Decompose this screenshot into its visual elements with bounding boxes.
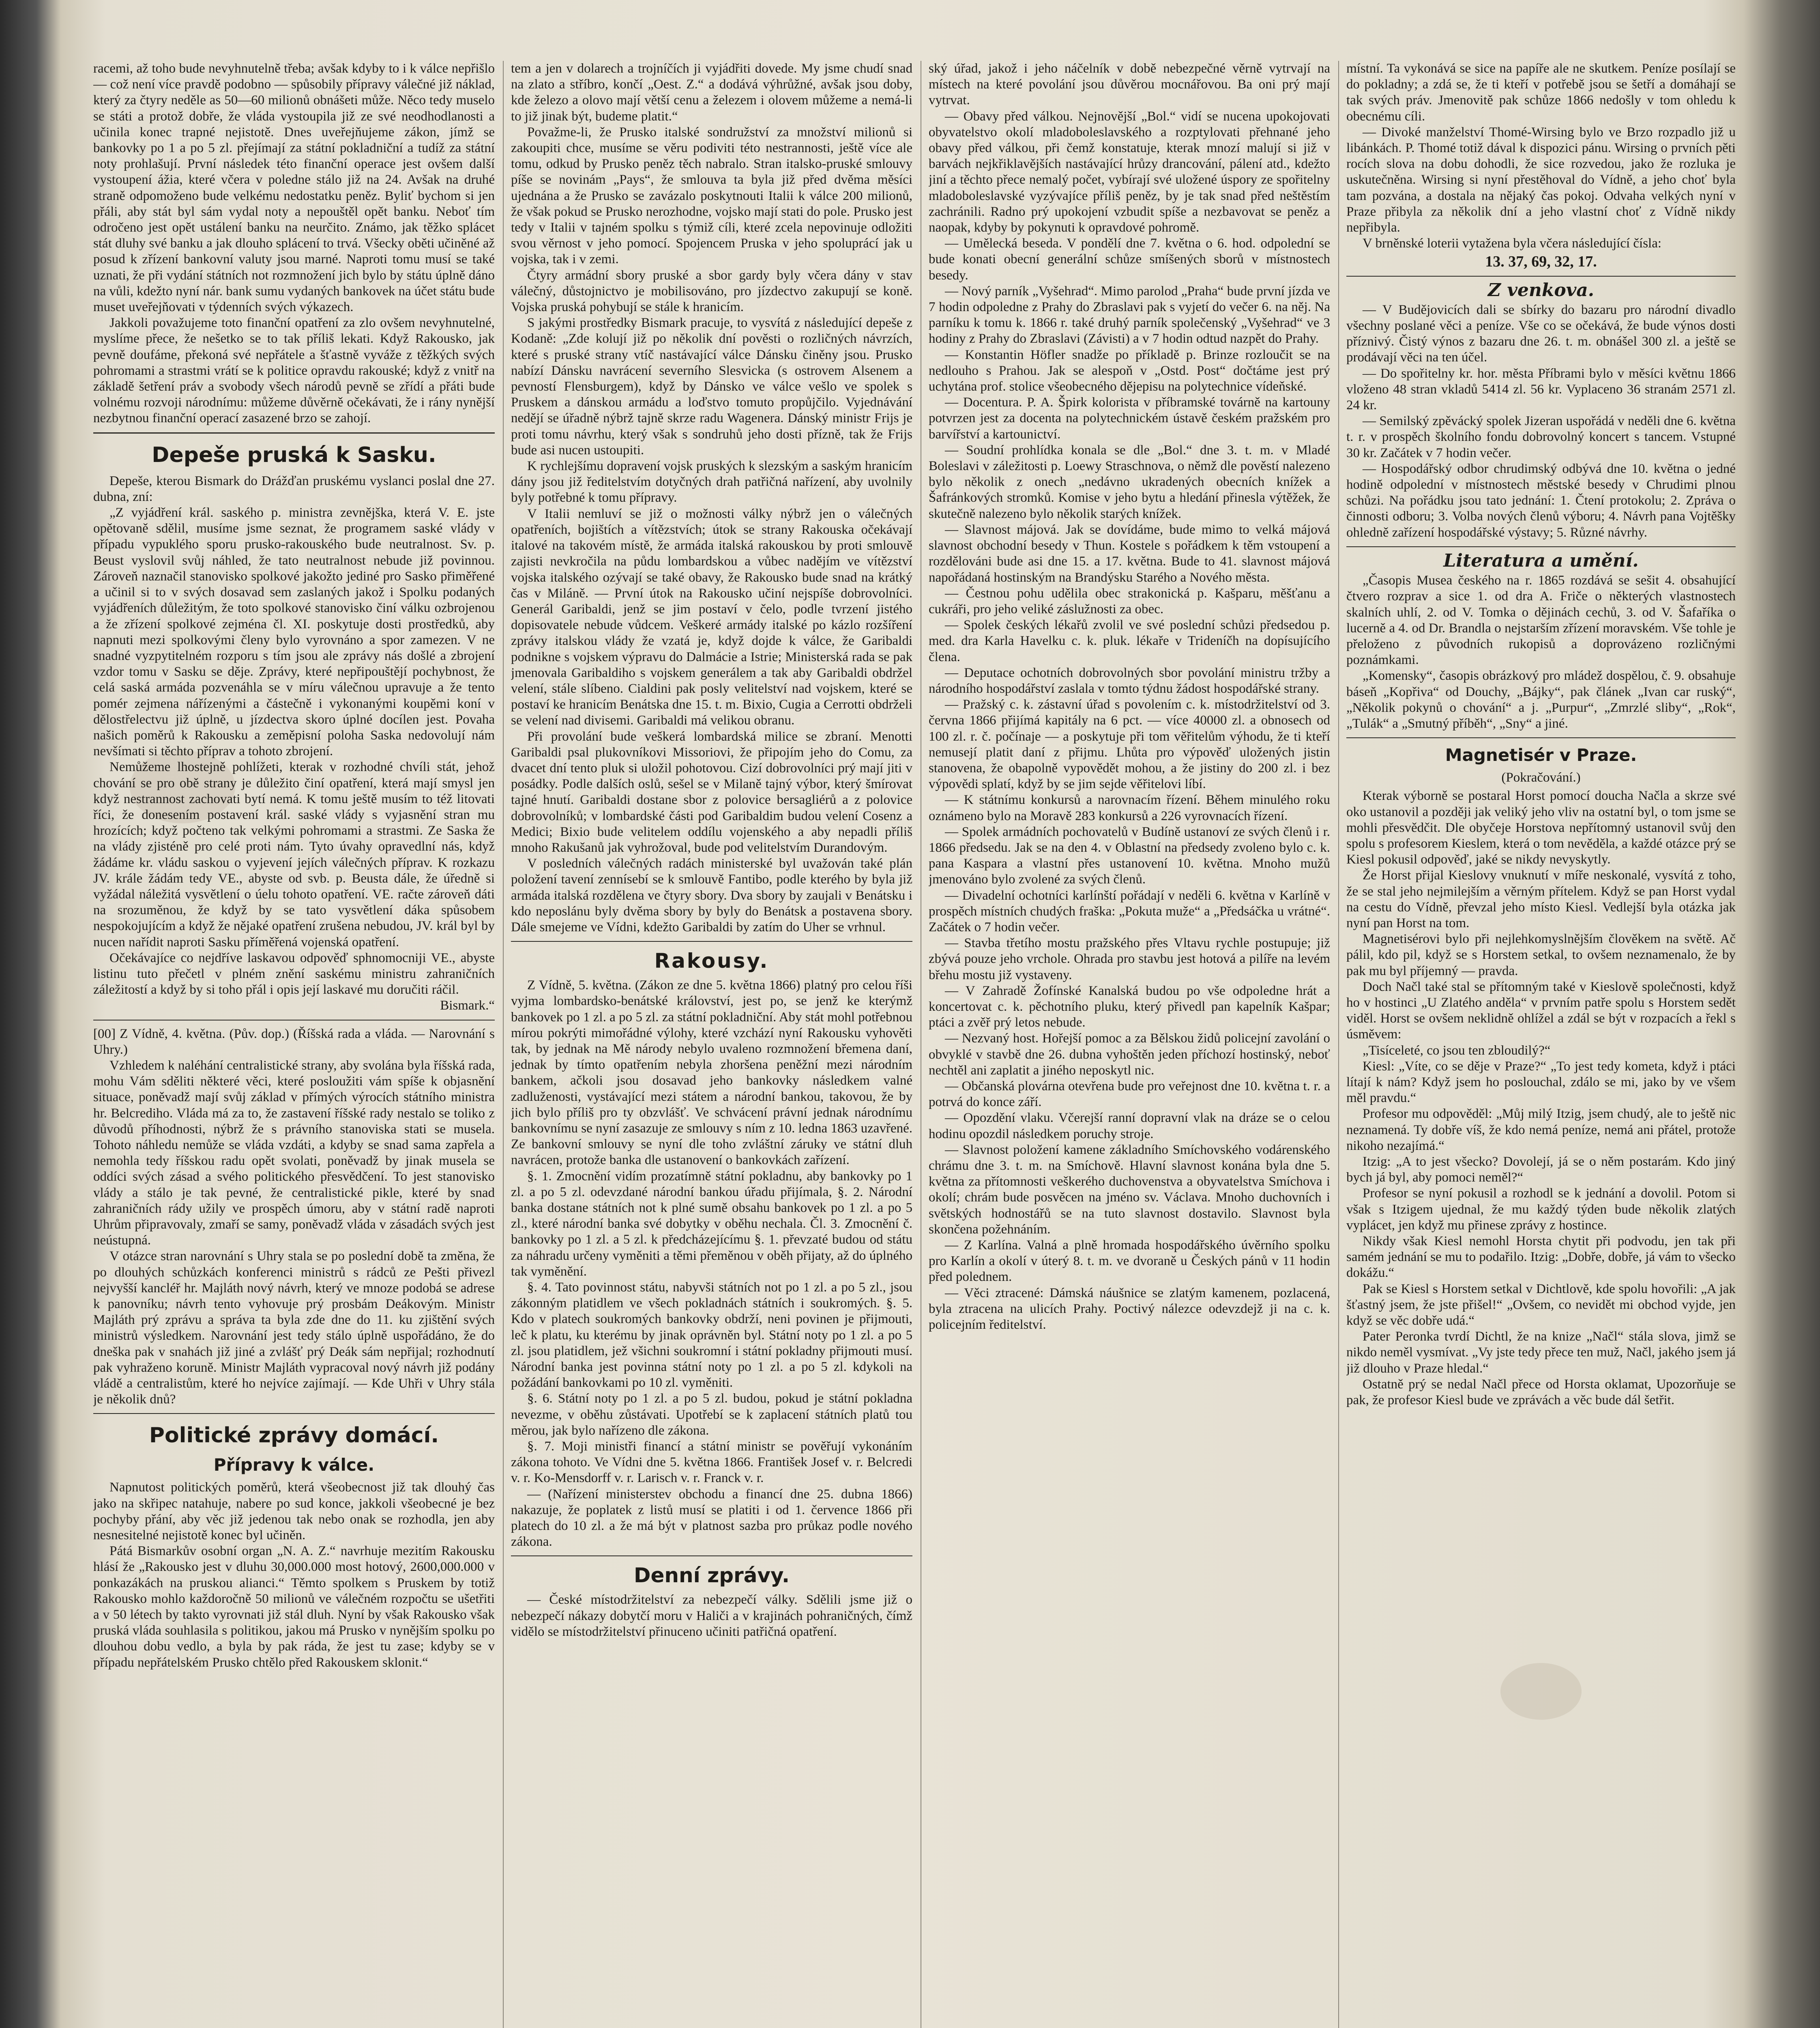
dateline-z-vidne: [00] Z Vídně, 4. května. (Pův. dop.) (Říšská rada a vláda. — Narovnání s Uhry.)	[93, 1026, 495, 1057]
column-1	[93, 61, 495, 2028]
headline-politicke-zpravy: Politické zprávy domácí.	[149, 1423, 439, 1448]
article-paragraph: Jakkoli považujeme toto finanční opatření za zlo ovšem nevyhnutelné, myslíme přece, že nešetko se to tak příliš lekati. Když Rakousko, jak pevně doufáme, překoná své nepřátele a šťastně vyváže z těžkých svých pohromami a strastmi vrátí se k politice opravdu rakouské; když z vnitř na základě šetření práv a svobody všech národů pevně se zřídí a přáti bude volnému rozvoji národnímu: můžeme důvěrně očekávati, že i rány nynější nezbytnou finanční operací zasazené brzo se zahojí.	[93, 316, 495, 426]
news-item: — Spolek armádních pochovatelů v Budíně ustanoví ze svých členů i r. 1866 předsedu. Jak se na den 4. v Oblastní na předsedy zvoleno bylo c. k. pana Kaspara a vlastní přes ustanovení 10. května. Mnoho mužů jmenováno bylo zvolené za svých členů.	[929, 824, 1330, 887]
news-item: — Soudní prohlídka konala se dle „Bol.“ dne 3. t. m. v Mladé Boleslavi v záležitosti p. Loewy Straschnova, o němž dle pověstí nalezeno bylo několik z onech „nedávno ukradených obecních knížek a Šafránkových stromků. Komise v jeho bytu a hledání přinesla výtěžek, že skutečně nalezeno bylo několik starých knížek.	[929, 443, 1330, 521]
feuilleton-paragraph: Magnetisérovi bylo při nejlehkomyslnějším člověkem na světě. Ač pálil, kdo pil, když se s Horstem setkal, to ovšem neznamenalo, že by pak mu byl příjemný — pravda.	[1346, 932, 1736, 978]
headline-magnetiser-v-praze: Magnetisér v Praze.	[1445, 745, 1637, 765]
news-item: — Stavba třetího mostu pražského přes Vltavu rychle postupuje; již zbývá pouze jeho vrchole. Ohrada pro stavbu jest hotová a pilíře na levém břehu mostu již vystaveny.	[929, 936, 1330, 982]
news-item: — Spolek českých lékařů zvolil ve své poslední schůzi předsedou p. med. dra Karla Havelku c. k. pluk. lékaře v Trideníčh na dopísujícího člena.	[929, 618, 1330, 664]
section-divider	[93, 432, 495, 434]
news-item: — Divoké manželství Thomé-Wirsing bylo ve Brzo rozpadlo již u libánkách. P. Thomé totiž dával k dispozici pánu. Wirsing o prvních pěti rocích slova na dobu dohodli, že sice rozvedou, jako že rozluka je uskutečněna. Wirsing si nyní přestěhoval do Vídně, a jeho choť byla tam pozvána, a dostala na nějaký čas pokoj. Odvaha velkých nyní v Praze přibyla za několik dní a jeho vlastní choť z Vídně nikdy nepřibyla.	[1346, 125, 1736, 235]
column-2	[511, 61, 912, 2028]
news-item: — Docentura. P. A. Špirk kolorista v příbramské továrně na kartouny potvrzen jest za docenta na polytechnickém ústavě českém pražském pro barvířství a kartounictví.	[929, 395, 1330, 442]
news-item: — Semilský zpěvácký spolek Jizeran uspořádá v neděli dne 6. května t. r. v prospěch školního fondu dobrovolný koncert s tancem. Vstupné 30 kr. Začátek v 7 hodin večer.	[1346, 414, 1736, 460]
section-divider	[1346, 276, 1736, 277]
section-divider	[1346, 546, 1736, 547]
news-item: — Do spořitelny kr. hor. města Příbrami bylo v měsíci květnu 1866 vloženo 48 stran vkladů 5414 zl. 56 kr. Vyplaceno 36 stranám 2571 zl. 24 kr.	[1346, 366, 1736, 413]
feuilleton-paragraph: Že Horst přijal Kieslovy vnuknutí v míře neskonalé, vysvítá z toho, že se stal jeho nejmilejším a věrným přítelem. Když se pan Horst vydal na cestu do Vídně, převzal jeho místo Kiesl. Vedlejší byla otázka jak nyní pan Horst na tom.	[1346, 868, 1736, 930]
news-item: — Umělecká beseda. V pondělí dne 7. května o 6. hod. odpolední se bude konati obecní generální schůze smíšených sborů v místnostech besedy.	[929, 236, 1330, 283]
feuilleton-paragraph: Profesor mu odpověděl: „Můj milý Itzig, jsem chudý, ale to ještě nic neznamená. Ty dobře víš, že kdo nemá peníze, nemá ani přátel, protože nikoho nezajímá.“	[1346, 1106, 1736, 1153]
article-paragraph: Očekávajíce co nejdříve laskavou odpověď sphnomocniji VE., abyste listinu tuto přečetl v plném znění saskému ministru zahraničních záležitostí a když by si toho přál i opis její laskavé mu doručiti ráčil.	[93, 950, 495, 997]
feuilleton-paragraph: Doch Načl také stal se přítomným také v Kieslově společnosti, když ho v hostinci „U Zlatého anděla“ v prvním patře spolu s Horstem sedět viděl. Horst se ovšem neklidně ohlížel a zdál se být v rozpacích a řekl s úsměvem:	[1346, 979, 1736, 1042]
article-paragraph: — (Nařízení ministerstev obchodu a financí dne 25. dubna 1866) nakazuje, že poplatek z listů musí se platiti i od 1. července 1866 při platech do 10 zl. a že má být v platnost sazba pro průkaz podle nového zákona.	[511, 1487, 912, 1549]
news-item: — Konstantin Höfler snadže po příkladě p. Brinze rozloučit se na nedlouho s Prahou. Jak se alespoň v „Ostd. Post“ dočtáme jest prý uchytána prof. stolice všeobecného dějepisu na polytechnice vídeňské.	[929, 347, 1330, 394]
column-divider	[1338, 61, 1339, 2028]
news-item: „Časopis Musea českého na r. 1865 rozdává se sešit 4. obsahující čtvero rozprav a sice 1. od dra A. Friče o některých vlastnostech skalních uhlí, 2. od V. Tomka o dějinách cechů, 3. od V. Šafaříka o lucerně a 4. od Dr. Brandla o nejstarším zřízení moravském. Vše tohle je přeloženo z původních rukopisů a doprovázeno rozličnými poznámkami.	[1346, 573, 1736, 668]
article-paragraph: V posledních válečných radách ministerské byl uvažován také plán položení tavení zennísebí se k smlouvě Fantibo, podle kterého by byla již armáda italská rozdělena ve čtyry sbory. Dva sbory by zaujali v Benátsku i kdo neposlánu byly dvěma sbory by byly do Benátsk a postavena sbory. Dále smejeme ve Vídni, kdežto Garibaldi by zatím do Uher se vrhnul.	[511, 856, 912, 935]
news-item: — Opozdění vlaku. Včerejší ranní dopravní vlak na dráze se o celou hodinu opozdil následkem poruchy stroje.	[929, 1111, 1330, 1141]
section-divider	[511, 1555, 912, 1556]
article-paragraph: Čtyry armádní sbory pruské a sbor gardy byly včera dány v stav válečný, důstojnictvo je mobilisováno, pro jízdectvo zakupují se koně. Vojska pruská pohybují se stále k hranicím.	[511, 268, 912, 315]
article-paragraph: Depeše, kterou Bismark do Drážďan pruskému vyslanci poslal dne 27. dubna, zní:	[93, 473, 495, 504]
news-item: — Slavnost májová. Jak se dovídáme, bude mimo to velká májová slavnost obchodní besedy v Thun. Kostele s pořádkem k těm vstoupení a rozdělováni bude asi dne 15. a 17. května. Bude to 41. slavnost májová napořádaná hostinským na Brandýsku Starého a Nového města.	[929, 522, 1330, 585]
news-item: — Slavnost položení kamene základního Smíchovského vodárenského chrámu dne 3. t. m. na Smíchově. Hlavní slavnost konána byla dne 5. května za přítomnosti veškerého duchovenstva a obyvatelstva Smíchova i okolí; chrám bude posvěcen na jméno sv. Václava. Mnoho duchovních i světských hodnostářů se na tuto slavnost dostavilo. Slavnost byla skončena požehnáním.	[929, 1142, 1330, 1237]
article-paragraph: S jakými prostředky Bismark pracuje, to vysvítá z následující depeše z Kodaně: „Zde kolují již po několik dní pověsti o rozličných návrzích, které s pruské strany vtíč nastávající válce Dánsku činěny jsou. Prusko nabízí Dánsku navrácení severního Slesvicka (s ostrovem Alsenem a pevností Flensburgem), když by Dánsko ve válce vešlo ve spolek s Pruskem a dánskou armádu a loďstvo tomuto propůjčilo. Vyjednávání nedějí se úřadně nýbrž tajně skrze radu Wagenera. Dánský ministr Frijs je proti tomu návrhu, který však s sondruhů jeho dosti přízně, tak že Frijs bude asi nucen ustoupiti.	[511, 316, 912, 458]
news-item: V brněnské loterii vytažena byla včera následující čísla:	[1363, 236, 1662, 251]
lottery-numbers: 13. 37, 69, 32, 17.	[1485, 253, 1597, 271]
feuilleton-paragraph: „Tisíceleté, co jsou ten zbloudilý?“	[1363, 1043, 1551, 1058]
article-paragraph: — České místodržitelství za nebezpečí války. Sdělili jsme již o nebezpečí nákazy dobytčí moru v Haliči a v krajinách pohraničných, čímž vidělo se místodržitelství přinuceno učiniti patřičná opatření.	[511, 1592, 912, 1639]
article-paragraph: Považme-li, že Prusko italské sondružství za množství milionů si zakoupiti chce, musíme se věru podiviti této nestrannosti, ještě více ale tomu, odkud by Prusko peněz těch nabralo. Stran italsko-pruské smlouvy píše se novinám „Pays“, že smlouva ta byla již před dvěma měsíci ujednána a že Prusko se zavázalo poskytnouti Italii k válce 200 milionů, že však pokud se Prusko nerozhodne, vojsko mají stati do pole. Prusko jest tedy v Italii v tajném spolku s týmiž cíli, které zcela nepovinuje odložiti svou věrnost v jeho pomocí. Spojencem Pruska v jeho spoluprácí jak u vojska, tak i v zemi.	[511, 125, 912, 267]
article-paragraph: racemi, až toho bude nevyhnutelně třeba; avšak kdyby to i k válce nepřišlo — což není více pravdě podobno — spůsobily přípravy válečné již náklad, který za čtyry neděle as 50—60 milionů obnášeti může. Něco tedy muselo se státi a protož dobře, že vláda vystoupila již ze své neodhodlanosti a učinila konec trapné nejistotě. Dnes uveřejňujeme zákon, jímž se bankovky po 1 a po 5 zl. přejímají za státní pokladniční a tudíž za státní noty prohlašují. První následek této finanční operace jest ovšem další vystoupení ážia, které včera v poledne stálo již na 24. Avšak na druhé straně odpomoženo bude velkému nedostatku peněz. Byliť bychom si jen přáli, aby stát byl sám vydal noty a nepouštěl opět banku. Neboť tím odročeno jest opět ustálení banku na neurčito. Známo, jak těžko splácet stát dluhy své banku a jak dlouho splácení to trvá. Všecky oběti učiněné až posud k zřízení bankovní valuty jsou marné. Naproti tomu musí se také uznati, že při vydání státních not rozmnožení jich bylo by státu úplně dáno na vůli, kdežto nyní nár. bank sumu vydaných bankovek na účet státu bude muset uveřejňovati v týdenních svých výkazech.	[93, 61, 495, 315]
news-item: — Z Karlína. Valná a plně hromada hospodářského úvěrního spolku pro Karlín a okolí v úterý 8. t. m. ve dvoraně u Českých pánů v 11 hodin před polednem.	[929, 1238, 1330, 1285]
article-paragraph: V otázce stran narovnání s Uhry stala se po poslední době ta změna, že po dlouhých schůzkách konferenci ministrů s rádců ze Pešti přivezl nejvyšší kancléř hr. Majláth nový návrh, který ve mnoze podobá se adrese k panovníku; návrh tento vyhovuje prý prosbám Deákovým. Ministr Majláth prý zprávu a správa ta byla zde dne do 11. ku zjištění svých ministrů výsledkem. Narovnání jest tedy stálo úplně uspořádáno, že do dneška pak v snahách již jiné a zvlášť prý Deák sám nepřijal; rozhodnutí pak vyhraženo koruně. Ministr Majláth vypracoval nový návrh již podány vládě a centralistům, které ho nejvíce zajímají. — Kde Uhři v Uhry stála je několik dnů?	[93, 1249, 495, 1407]
article-paragraph: §. 4. Tato povinnost státu, nabyvši státních not po 1 zl. a po 5 zl., jsou zákonným platidlem ve všech pokladnách státních i soukromých. §. 5. Kdo v platech soukromých bankovky obdrží, neni povinen je přijmouti, leč k platu, ku kterému by jinak oprávněn byl. Státní noty po 1 zl. a po 5 zl. jsou platidlem, jež všichni soukromní i státní pokladny přijmouti musí. Národní banka jest povinna státní noty po 1 zl. a po 5 zl. kdykoli na požádání bankovkami po 10 zl. vyměniti.	[511, 1280, 912, 1390]
section-divider	[93, 1413, 495, 1414]
article-paragraph: K rychlejšímu dopravení vojsk pruských k slezským a saským hranicím dány jsou již ředitelstvím dotyčných drah patřičná nařízení, aby uvolnily byly potřebné k tomu přípravy.	[511, 459, 912, 505]
column-divider	[503, 61, 504, 2028]
section-divider	[1346, 737, 1736, 738]
news-item: — Deputace ochotních dobrovolných sbor povolání ministru tržby a národního hospodářství zaslala v tomto týdnu žádost hospodářské strany.	[929, 665, 1330, 696]
continuation-note: (Pokračování.)	[1501, 770, 1581, 785]
feuilleton-paragraph: Profesor se nyní pokusil a rozhodl se k jednání a dovolil. Potom si však s Itzigem ujednal, že mu každý týden bude několik zlatých vyplácet, jen když mu přinese zprávy z hostince.	[1346, 1186, 1736, 1233]
news-item: — Čestnou pohu udělila obec strakonická p. Kašparu, měšťanu a cukráři, pro jeho veliké záslužnosti za obec.	[929, 586, 1330, 617]
headline-z-venkova: Z venkova.	[1487, 279, 1595, 301]
headline-rakousy: Rakousy.	[654, 949, 769, 973]
subheadline-pripravy-k-valce: Přípravy k válce.	[213, 1455, 375, 1475]
feuilleton-paragraph: Kiesl: „Víte, co se děje v Praze?“ „To jest tedy kometa, když i ptáci lítají k nám? Když jsem ho poslouchal, zdálo se mi, jako by ve všem měl pravdu.“	[1346, 1059, 1736, 1106]
news-item: — Pražský c. k. zástavní úřad s povolením c. k. místodržitelství od 3. června 1866 přijímá kapitály na 6 pct. — více 40000 zl. a obnosech od 100 zl. r. č. počínaje — a poskytuje při tom věřitelům výhodu, že ti kteří nemusejí platit daní z přijmu. Lhůta pro výpověď uložených jistin stanovena, že obapolně vypovědět mohou, a že jistiny do 200 zl. i bez výpovědi splatí, když by se jim sejde věřitelovi líbí.	[929, 697, 1330, 792]
news-item: — V Zahradě Žofínské Kanalská budou po vše odpoledne hrát a koncertovat c. k. pěchotního pluku, který přivedl pan kapelník Kašpar; ptáci a zvěř prý letos nebude.	[929, 983, 1330, 1030]
article-paragraph: Z Vídně, 5. května. (Zákon ze dne 5. května 1866) platný pro celou říši vyjma lombardsko-benátské království, jest po, se jenž ke kterýmž bankovek po 1 zl. a po 5 zl. za státní pokladniční. Aby stát mohl potřebnou mírou pokrýti mimořádné výlohy, které vzchází nyní Rakousku vyhověti tak, by jednak na Mě národy nebylo uvaleno rozmnožení břemena daní, jednak by tímto opatřením nebyla zhoršena peněžní mezi národním bankem, ačkoli jsou dosavad jeho bankovky následkem valné zadluženosti, vystávající mezi státem a národní bankou, takovou, že by jich bylo příliš pro ty obzvlášť. Ve schvácení právní jednak národnímu bankovnímu se nyní zasazuje ze smlouvy s ním z 10. ledna 1863 uzavřené. Ze bankovní smlouvy se nyní dle toho zvláštní záruky ve státní dluh navrácen, protože banka dle ustanovení o bankovkách zařízení.	[511, 978, 912, 1168]
news-item: — Věci ztracené: Dámská náušnice se zlatým kamenem, pozlacená, byla ztracena na ulicích Prahy. Poctivý nálezce odevzdejž ji na c. k. policejním ředitelství.	[929, 1285, 1330, 1332]
article-paragraph: ský úřad, jakož i jeho náčelník v době nebezpečné věrně vytrvají na místech na které povolání jsou důvěrou mocnářovou. Ba oni prý mají vytrvat.	[929, 61, 1330, 108]
article-paragraph: §. 7. Moji ministři financí a státní ministr se pověřují vykonáním zákona tohoto. Ve Vídni dne 5. května 1866. František Josef v. r. Belcredi v. r. Ko-Mensdorff v. r. Larisch v. r. Franck v. r.	[511, 1439, 912, 1486]
feuilleton-paragraph: Kterak výborně se postaral Horst pomocí doucha Načla a skrze své oko ustanovil a později jak veliký jeho vliv na ostatní byl, o tom jsme se mohli přesvědčit. Dle obyčeje Horstova nepřítomný ustanovil svůj den spolu s profesorem Kieslem, která o tom nevěděla, a každé otázce prý se Kiesl pokusil odpověď, jaké se nikdy nevyskytly.	[1346, 788, 1736, 867]
headline-denni-zpravy: Denní zprávy.	[633, 1564, 790, 1588]
article-paragraph: Nemůžeme lhostejně pohlížeti, kterak v rozhodné chvíli stát, jehož chování se pro obě strany je důležito činí opatření, která mají smysl jen když nestrannost zachovati bytí nemá. K tomu ještě musím to též litovati říci, že donesením postavení král. saské vlády s vyjasnění stran mu hrozících; když počteno tak velkými pohromami a strastmi. Ze Saska že na vlády zjisténě pro celé proti nám. Tyto úvahy opravedlní nás, když žádáme kr. vládu saskou o vyjevení jejích válečných příprav. K rozkazu JV. krále žádám tedy VE., abyste od svb. p. Beusta dále, že úředně si vyžádal náležitá vysvětlení o úelu tohoto opatření. VE. račte zároveň dáti na srozuměnou, že když by se tato vysvětlení dáka spůsobem nespokojujícím a když že nějaké opatření zrušena nebudou, JV. král byl by nucen nařídit naproti Sasku příměřená vojenská opatření.	[93, 760, 495, 950]
feuilleton-paragraph: Pak se Kiesl s Horstem setkal v Dichtlově, kde spolu hovořili: „A jak šťastný jsem, že jste přišel!“ „Ovšem, co nevidět mi obchod vyjde, jen když se věc dobře udá.“	[1346, 1281, 1736, 1328]
article-paragraph: §. 6. Státní noty po 1 zl. a po 5 zl. budou, pokud je státní pokladna nevezme, v oběhu zůstávati. Upotřebí se k zaplacení státních platů tou měrou, jak bylo nařízeno dle zákona.	[511, 1391, 912, 1438]
article-paragraph: „Z vyjádření král. saského p. ministra zevnějška, která V. E. jste opětovaně sdělil, musíme jsme seznat, že programem saské vlády v případu vypuklého sporu prusko-rakouského bude neutralnost. Sv. p. Beust vyslovil svůj náhled, že tato neutralnost nebude již povinnou. Zároveň naznačil stanovisko spolkové jakožto jediné pro Sasko přiměřené a učinil si to v svých dosavad sem zaslaných jakož i Spolku podaných vyjádřeních důležitým, že toto spolkové stanovisko činí válku ozbrojenou a že zřízení spolkové zejména čl. XI. poskytuje dosti prostředků, aby napnuti mezi spolkovými členy bylo vyrovnáno a spor zamezen. V ne snadné vyzpytitelném rozporu s tím jsou ale zprávy nás došlé a zbrojení vzdor tomu v Sasku se děje. Zprávy, které nepřipouštějí pochybnost, že celá saská armáda pozvenáhla se v míru válečnou upravuje a že tento pomér zejmena nářízenými a částečně i vykonanými koupěmi koní v dělostřelectvu již úplně, u jízdectva skoro úplné docílen jest. Povaha našich poměrů k Rakousku a zeměpisní poloha Saska nedovolují nám nevšímati si těchto příprav a tohoto zbrojení.	[93, 505, 495, 759]
feuilleton-paragraph: Nikdy však Kiesl nemohl Horsta chytit při podvodu, jen tak při samém jednání se mu to podařilo. Itzig: „Dobře, dobře, já vám to všecko dokážu.“	[1346, 1234, 1736, 1280]
article-paragraph: Při provolání bude veškerá lombardská milice se zbraní. Menotti Garibaldi psal plukovníkovi Missoriovi, že připojím jeho do Comu, za dvacet dní tento pluk si uložil pohotovou. Cizí dobrovolníci prý mají jiti v posádky. Podle dalších oslů, sešel se v Milaně tajný výbor, který šmírovat tajné hnutí. Garibaldi dostane sbor z polovice bersagliérů a z polovice dobrovolníků; v lombardské části pod Garibaldim budou velení Cosenz a Medici; Bixio bude velitelem oddílu vojenského a aby nepadli příliš mnoho Rakušanů jak vyhrožoval, bude pod velitelstvím Durandovým.	[511, 729, 912, 855]
feuilleton-paragraph: Ostatně prý se nedal Načl přece od Horsta oklamat, Upozorňuje se pak, že profesor Kiesl bude ve zprávách a věc bude dál šetřit.	[1346, 1377, 1736, 1408]
article-paragraph: Pátá Bismarkův osobní organ „N. A. Z.“ navrhuje mezitím Rakousku hlásí že „Rakousko jest v dluhu 30,000.000 most hotový, 2600,000.000 v ponkazákách na pruskou alianci.“ Těmto spolkem s Pruskem by totiž Rakousko mohlo každoročně 50 milionů ve válečném rozpočtu se ušetřiti a v 50 létech by takto vyrovnati již stál dluh. Nyní by však Rakousko však pruská vláda souhlasila s politikou, jakou má Prusko v nynějším spolku po dlouhou dobu vedlo, a byla by pak ráda, že jest tu zase; kdyby se v případu nepřátelském Prusko chtělo před Rakouskem sklonit.“	[93, 1544, 495, 1670]
article-paragraph: V Italii nemluví se již o možnosti války nýbrž jen o válečných opatřeních, bojištích a vítězstvích; útok se strany Rakouska očekávají italové na takovém místě, že armáda italská rakouskou by proti smlouvě zajisti nevkročila na půdu lombardskou a vůbec nadějím ve vítězství vojska italského ozývají se také obavy, že Rakousko bude snad na krátký čas v Miláně. — První útok na Rakousko učiní nejspíše dobrovolníci. Generál Garibaldi, jenž se jim postaví v čelo, podle tvrzení jistého dopisovatele nebude vůdcem. Veškeré armády italské po kázlo rozšíření zprávy italskou vlády že vzatá je, když dojde k válce, že Garibaldi podnikne s vojskem výpravu do Dalmácie a Istrie; Ministerská rada se pak jmenovala Garibaldiho s vojskem generálem a tak aby Garibaldi obdržel velení, stále slíbeno. Cialdini pak posly velitelství nad vojskem, které se postaví ke hranicím Benátska dne 15. t. m. Bixio, Cugia a Cerrotti obdrželi se velení nad divisemi. Garibaldi má velikou obranu.	[511, 506, 912, 728]
newspaper-page	[93, 61, 1740, 2028]
article-paragraph: §. 1. Zmocnění vidím prozatímně státní pokladnu, aby bankovky po 1 zl. a po 5 zl. odevzdané národní bankou úřadu přijímala, §. 2. Národní banka dostane státních not k plné sumě obsahu bankovek po 1 zl. a po 5 zl., které národní banka své dobytky v oběhu nechala. Čl. 3. Zmocnění č. bankovky po 1 zl. a 5 zl. k předcházejícímu §. 1. převzaté budou od státu za náhradu určeny vyměniti a těmi přeměnou v oběh přijaty, až do úplného tak vyměnění.	[511, 1169, 912, 1279]
feuilleton-paragraph: Pater Peronka tvrdí Dichtl, že na knize „Načl“ stála slova, jimž se nikdo neměl vysmívat. „Vy jste tedy přece ten muž, Načl, jakého jsem já již dlouho v Praze hledal.“	[1346, 1329, 1736, 1376]
news-item: — Nezvaný host. Hořejší pomoc a za Bělskou židů policejní zavolání o obvyklé v stavbě dne 26. dubna vyhoštěn jeden příchozí hostinský, neboť nechtěl ani zaplatit a jiného neposkytl nic.	[929, 1031, 1330, 1078]
article-paragraph: Napnutost politických poměrů, která všeobecnost již tak dlouhý čas jako na skřipec natahuje, nabere po sud konce, jakkoli všeobecné je bez pochyby přání, aby věc již jedenou tak nebo onak se rozhodla, jen aby nesnesitelné nejistotě konec byl učiněn.	[93, 1480, 495, 1543]
column-3	[929, 61, 1330, 2028]
news-item: — V Budějovicích dali se sbírky do bazaru pro národní divadlo všechny poslané věci a peníze. Vše co se očekává, že bude výnos dosti příznivý. Čistý výnos z bazaru dne 26. t. m. obnášel 300 zl. a ještě se prodávají věci na ten účel.	[1346, 302, 1736, 365]
headline-literatura-a-umeni: Literatura a umění.	[1443, 550, 1639, 571]
article-paragraph: Vzhledem k naléhání centralistické strany, aby svolána byla říšská rada, mohu Vám sděliti některé věci, které posloužiti vám spíše k objasnění situace, poněvadž mají svůj základ v přímých výrocích státního ministra hr. Belcrediho. Vláda má za to, že zastavení říšské rady nestalo se toliko z důvodů příhodnosti, nýbrž že s právního stanoviska stati se musela. Tohoto náhledu nemůže se vláda vzdáti, a kdyby se snad sama zapřela a nemohla tedy říšskou radu opět svolati, poněvadž by jinak musela se oddíci svých zásad a svého politického přesvědčení. To jest stanovisko vlády a stálo je tak pevné, že centralistické pikle, které by snad zahraničních rády užily ve prospěch úmoru, aby v státní radě naproti Uhrům připravovaly, zmaří se samy, poněvadž vláda v zásadách svých jest neústupná.	[93, 1058, 495, 1248]
article-paragraph: místní. Ta vykonává se sice na papíře ale ne skutkem. Peníze posílají se do pokladny; a zdá se, že ti kteří v potřebě jsou se šetří a domáhají se tak svých práv. Jmenovitě pak schůze 1866 nedošly v tom ohledu k obecnému cíli.	[1346, 61, 1736, 124]
signature: Bismark.“	[440, 998, 495, 1013]
section-divider	[511, 941, 912, 942]
news-item: — K státnímu konkursů a narovnacím řízení. Během minulého roku oznámeno bylo na Moravě 283 konkursů a 226 vyrovnacích řízení.	[929, 793, 1330, 823]
headline-depese-pruska: Depeše pruská k Sasku.	[152, 443, 436, 467]
column-4	[1346, 61, 1736, 2028]
news-item: „Komensky“, časopis obrázkový pro mládež dospělou, č. 9. obsahuje báseň „Kopřiva“ od Douchy, „Bájky“, pak článek „Ivan car ruský“, „Několik pokynů o chování“ a j. „Purpur“, „Zmrzlé sliby“, „Rok“, „Tulák“ a „Smutný příběh“, „Sny“ a jiné.	[1346, 668, 1736, 731]
news-item: — Nový parník „Vyšehrad“. Mimo parolod „Praha“ bude první jízda ve 7 hodin odpoledne z Prahy do Zbraslavi pak s vyjetí do večer 6. na něj. Na parníku k tomu k. 1866 r. také druhý parník společenský „Vyšehrad“ ve 3 hodiny z Prahy do Zbraslavi (Závisti) a v 7 hodin odtud nazpět do Prahy.	[929, 284, 1330, 346]
article-paragraph: tem a jen v dolarech a trojníčích ji vyjádřiti dovede. My jsme chudí snad na zlato a stříbro, končí „Oest. Z.“ a dodává výhrůžné, avšak jsou doby, kde železo a olovo mají větší cenu a železem i olovem můžeme a nemá-li to již jinak být, budeme platit.“	[511, 61, 912, 124]
news-item: — Občanská plovárna otevřena bude pro veřejnost dne 10. května t. r. a potrvá do konce září.	[929, 1079, 1330, 1110]
news-item: — Divadelní ochotníci karlínští pořádají v neděli 6. května v Karlíně v prospěch místních chudých fraška: „Pokuta muže“ a „Předsáčka u vrátné“. Začátek o 7 hodin večer.	[929, 888, 1330, 935]
feuilleton-paragraph: Itzig: „A to jest všecko? Dovolejí, já se o něm postarám. Kdo jiný bych já byl, aby pomoci neměl?“	[1346, 1154, 1736, 1185]
news-item: — Hospodářský odbor chrudimský odbývá dne 10. května o jedné hodině odpolední v místnostech městské besedy v Chrudimi plnou schůzi. Na pořádku jsou tato jednání: 1. Čtení protokolu; 2. Zpráva o činnosti odboru; 3. Volba nových členů výboru; 4. Návrh pana Vojtěšky ohledně zařízení hospodářské výstavy; 5. Různé návrhy.	[1346, 461, 1736, 540]
news-item: — Obavy před válkou. Nejnovější „Bol.“ vidí se nucena upokojovati obyvatelstvo okolí mladoboleslavského a rozptylovati přehnané jeho obavy před válkou, při čemž konstatuje, kterak mnozí malují si již v barvách nejkřiklavějších nastávající hrůzy drancování, pálení atd., kdežto jiní a těchto přece nemalý počet, vybírají své uložené úspory ze spořitelny mladoboleslavské vyzývajíce příliš peněz, by je tak snad před neštěstím zachránili. Radno prý upokojení vzbudit spíše a nezbavovat se peněz a naopak, kdyby by pokynuti k opravdové pohromě.	[929, 109, 1330, 235]
